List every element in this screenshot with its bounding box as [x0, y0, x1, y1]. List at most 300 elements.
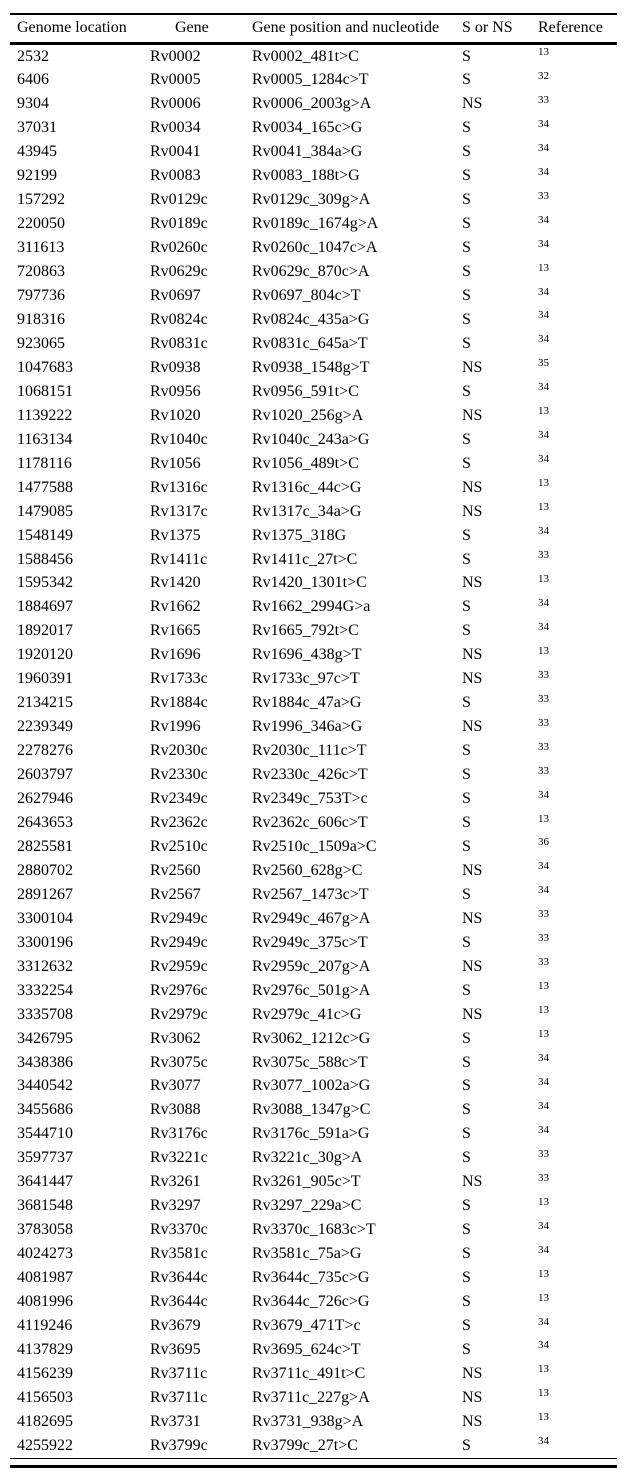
header-s-or-ns: S or NS — [462, 14, 537, 43]
table-row — [10, 236, 617, 260]
cell-s-or-ns: S — [462, 71, 471, 89]
table-row — [10, 643, 617, 667]
reference-superscript: 34 — [538, 525, 549, 538]
cell-s-or-ns: S — [462, 287, 471, 305]
cell-reference — [537, 332, 617, 356]
cell-gene-position-and-nucleotide: Rv0189c_1674g>A — [252, 215, 379, 233]
cell-genome-location: 1479085 — [17, 502, 73, 520]
cell-reference — [537, 43, 617, 68]
table-row — [10, 691, 617, 715]
cell-gene-position-and-nucleotide: Rv0697_804c>T — [252, 287, 361, 305]
cell-gene: Rv3088 — [150, 1101, 201, 1119]
cell-gene: Rv3062 — [150, 1029, 201, 1047]
cell-reference — [537, 1266, 617, 1290]
cell-s-or-ns: S — [462, 263, 471, 281]
cell-gene: Rv3077 — [150, 1077, 201, 1095]
cell-s-or-ns: NS — [462, 1173, 483, 1191]
cell-reference — [537, 1027, 617, 1051]
cell-gene-position-and-nucleotide: Rv2979c_41c>G — [252, 1005, 362, 1023]
cell-gene-position-and-nucleotide: Rv3731_938g>A — [252, 1412, 364, 1430]
cell-genome-location: 1139222 — [17, 406, 73, 424]
table-row — [10, 835, 617, 859]
cell-gene: Rv3370c — [150, 1221, 208, 1239]
cell-gene-position-and-nucleotide: Rv2030c_111c>T — [252, 742, 367, 760]
reference-superscript: 13 — [538, 644, 549, 657]
paper-table-page — [0, 13, 627, 1454]
table-row — [10, 260, 617, 284]
table-row — [10, 763, 617, 787]
table-row — [10, 883, 617, 907]
table-row — [10, 116, 617, 140]
table-row — [10, 1386, 617, 1410]
cell-gene-position-and-nucleotide: Rv3297_229a>C — [252, 1197, 362, 1215]
cell-s-or-ns: NS — [462, 95, 483, 113]
cell-s-or-ns: S — [462, 143, 471, 161]
reference-superscript: 35 — [538, 357, 549, 370]
cell-reference — [537, 1051, 617, 1075]
cell-reference — [537, 931, 617, 955]
cell-gene-position-and-nucleotide: Rv3711c_491t>C — [252, 1364, 366, 1382]
cell-reference — [537, 1314, 617, 1338]
cell-gene: Rv0129c — [150, 191, 208, 209]
cell-s-or-ns: NS — [462, 406, 483, 424]
cell-gene-position-and-nucleotide: Rv1056_489t>C — [252, 454, 359, 472]
cell-genome-location: 3440542 — [17, 1077, 73, 1095]
table-row — [10, 380, 617, 404]
cell-genome-location: 3597737 — [17, 1149, 73, 1167]
cell-genome-location: 1548149 — [17, 526, 73, 544]
cell-reference — [537, 116, 617, 140]
reference-superscript: 13 — [538, 1363, 549, 1376]
cell-gene: Rv1020 — [150, 406, 201, 424]
cell-genome-location: 4081996 — [17, 1293, 73, 1311]
table-row — [10, 404, 617, 428]
cell-gene-position-and-nucleotide: Rv1733c_97c>T — [252, 670, 360, 688]
cell-s-or-ns: S — [462, 550, 471, 568]
cell-gene: Rv1411c — [150, 550, 208, 568]
reference-superscript: 34 — [538, 884, 549, 897]
table-row — [10, 428, 617, 452]
cell-gene-position-and-nucleotide: Rv2560_628g>C — [252, 861, 363, 879]
cell-s-or-ns: S — [462, 310, 471, 328]
reference-superscript: 13 — [538, 405, 549, 418]
reference-superscript: 34 — [538, 285, 549, 298]
cell-reference — [537, 979, 617, 1003]
cell-genome-location: 1477588 — [17, 478, 73, 496]
cell-gene: Rv3711c — [150, 1364, 208, 1382]
cell-genome-location: 1068151 — [17, 382, 73, 400]
cell-gene: Rv0938 — [150, 358, 201, 376]
cell-gene: Rv0005 — [150, 71, 201, 89]
cell-reference — [537, 1386, 617, 1410]
cell-genome-location: 2825581 — [17, 837, 73, 855]
reference-superscript: 34 — [538, 429, 549, 442]
cell-gene-position-and-nucleotide: Rv0938_1548g>T — [252, 358, 370, 376]
reference-superscript: 13 — [538, 1028, 549, 1041]
table-row — [10, 667, 617, 691]
cell-s-or-ns: S — [462, 766, 471, 784]
reference-superscript: 34 — [538, 1315, 549, 1328]
table-row — [10, 1218, 617, 1242]
table-row — [10, 68, 617, 92]
cell-genome-location: 4024273 — [17, 1245, 73, 1263]
cell-s-or-ns: S — [462, 1340, 471, 1358]
header-reference: Reference — [537, 14, 617, 43]
cell-genome-location: 157292 — [17, 191, 65, 209]
table-row — [10, 500, 617, 524]
cell-gene-position-and-nucleotide: Rv3075c_588c>T — [252, 1053, 368, 1071]
cell-gene: Rv2976c — [150, 981, 208, 999]
cell-s-or-ns: S — [462, 1029, 471, 1047]
cell-genome-location: 3455686 — [17, 1101, 73, 1119]
table-bottom-rule — [10, 1465, 617, 1468]
cell-s-or-ns: NS — [462, 1388, 483, 1406]
cell-reference — [537, 164, 617, 188]
cell-gene: Rv1420 — [150, 574, 201, 592]
cell-gene: Rv1884c — [150, 694, 208, 712]
reference-superscript: 13 — [538, 1411, 549, 1424]
cell-gene-position-and-nucleotide: Rv1411c_27t>C — [252, 550, 358, 568]
cell-genome-location: 4255922 — [10, 1434, 150, 1458]
reference-superscript: 32 — [538, 69, 549, 82]
cell-gene: Rv2330c — [150, 766, 208, 784]
cell-genome-location: 1595342 — [17, 574, 73, 592]
cell-gene-position-and-nucleotide: Rv1662_2994G>a — [252, 598, 371, 616]
cell-reference — [537, 1242, 617, 1266]
cell-gene: Rv1317c — [150, 502, 208, 520]
cell-gene: Rv1996 — [150, 718, 201, 736]
cell-gene: Rv2949c — [150, 933, 208, 951]
cell-gene: Rv3711c — [150, 1388, 208, 1406]
reference-superscript: 13 — [538, 501, 549, 514]
cell-gene: Rv2349c — [150, 790, 208, 808]
cell-genome-location: 9304 — [17, 95, 49, 113]
reference-superscript: 34 — [538, 1099, 549, 1112]
cell-genome-location: 4137829 — [17, 1340, 73, 1358]
cell-reference — [537, 1338, 617, 1362]
table-row — [10, 1266, 617, 1290]
cell-gene-position-and-nucleotide: Rv0083_188t>G — [252, 167, 360, 185]
cell-genome-location: 3438386 — [17, 1053, 73, 1071]
cell-reference — [537, 356, 617, 380]
cell-reference — [537, 68, 617, 92]
cell-reference — [537, 1098, 617, 1122]
cell-gene: Rv3679 — [150, 1317, 201, 1335]
cell-gene-position-and-nucleotide: Rv1420_1301t>C — [252, 574, 367, 592]
cell-gene-position-and-nucleotide: Rv1020_256g>A — [252, 406, 364, 424]
cell-genome-location: 1047683 — [17, 358, 73, 376]
cell-gene-position-and-nucleotide: Rv0831c_645a>T — [252, 334, 368, 352]
cell-gene-position-and-nucleotide: Rv2510c_1509a>C — [252, 837, 377, 855]
reference-superscript: 13 — [538, 572, 549, 585]
cell-s-or-ns: S — [462, 933, 471, 951]
cell-genome-location: 4081987 — [17, 1269, 73, 1287]
table-header — [10, 14, 617, 43]
reference-superscript: 34 — [538, 333, 549, 346]
cell-gene-position-and-nucleotide: Rv1316c_44c>G — [252, 478, 362, 496]
reference-superscript: 33 — [538, 189, 549, 202]
cell-reference — [537, 548, 617, 572]
cell-genome-location: 1884697 — [17, 598, 73, 616]
cell-genome-location: 37031 — [17, 119, 57, 137]
cell-genome-location: 1920120 — [17, 646, 73, 664]
cell-gene: Rv0041 — [150, 143, 201, 161]
cell-genome-location: 3544710 — [17, 1125, 73, 1143]
table-row — [10, 452, 617, 476]
table-row — [10, 1290, 617, 1314]
cell-genome-location: 3681548 — [17, 1197, 73, 1215]
reference-superscript: 33 — [538, 93, 549, 106]
cell-gene-position-and-nucleotide: Rv3088_1347g>C — [252, 1101, 371, 1119]
cell-gene-position-and-nucleotide: Rv2330c_426c>T — [252, 766, 368, 784]
cell-gene: Rv0831c — [150, 334, 208, 352]
cell-reference — [537, 907, 617, 931]
reference-superscript: 13 — [538, 1004, 549, 1017]
table-row — [10, 1242, 617, 1266]
cell-s-or-ns: NS — [462, 909, 483, 927]
reference-superscript: 34 — [538, 788, 549, 801]
cell-genome-location: 2278276 — [17, 742, 73, 760]
table-row — [10, 1146, 617, 1170]
cell-gene-position-and-nucleotide: Rv2976c_501g>A — [252, 981, 371, 999]
cell-gene-position-and-nucleotide: Rv3581c_75a>G — [252, 1245, 362, 1263]
reference-superscript: 34 — [538, 165, 549, 178]
cell-gene: Rv1056 — [150, 454, 201, 472]
reference-superscript: 36 — [538, 836, 549, 849]
reference-superscript: 34 — [538, 1075, 549, 1088]
cell-reference — [537, 715, 617, 739]
reference-superscript: 13 — [538, 980, 549, 993]
cell-gene: Rv1316c — [150, 478, 208, 496]
table-row — [10, 1003, 617, 1027]
cell-reference — [537, 763, 617, 787]
cell-reference — [537, 835, 617, 859]
cell-gene-position-and-nucleotide: Rv3176c_591a>G — [252, 1125, 370, 1143]
cell-s-or-ns: S — [462, 622, 471, 640]
cell-genome-location: 1588456 — [17, 550, 73, 568]
cell-reference — [537, 739, 617, 763]
table-row — [10, 212, 617, 236]
table-row — [10, 524, 617, 548]
cell-reference — [537, 428, 617, 452]
reference-superscript: 34 — [538, 860, 549, 873]
cell-reference — [537, 691, 617, 715]
cell-s-or-ns: S — [462, 1221, 471, 1239]
cell-gene: Rv2949c — [150, 909, 208, 927]
table-body — [10, 43, 617, 1458]
table-row — [10, 1170, 617, 1194]
cell-reference — [537, 452, 617, 476]
header-genome-location: Genome location — [10, 14, 150, 43]
cell-reference — [537, 1003, 617, 1027]
table-row — [10, 979, 617, 1003]
cell-reference — [537, 140, 617, 164]
cell-s-or-ns: S — [462, 885, 471, 903]
cell-s-or-ns: S — [462, 454, 471, 472]
cell-gene-position-and-nucleotide: Rv3062_1212c>G — [252, 1029, 371, 1047]
cell-reference — [537, 476, 617, 500]
reference-superscript: 33 — [538, 668, 549, 681]
cell-gene: Rv3176c — [150, 1125, 208, 1143]
cell-s-or-ns: S — [462, 598, 471, 616]
table-row — [10, 308, 617, 332]
table-row — [10, 1194, 617, 1218]
cell-gene: Rv3075c — [150, 1053, 208, 1071]
cell-gene-position-and-nucleotide: Rv1665_792t>C — [252, 622, 359, 640]
cell-s-or-ns: NS — [462, 718, 483, 736]
table-row — [10, 188, 617, 212]
reference-superscript: 34 — [538, 453, 549, 466]
reference-superscript: 13 — [538, 46, 549, 58]
cell-reference — [537, 787, 617, 811]
reference-superscript: 33 — [538, 1147, 549, 1160]
cell-s-or-ns: S — [462, 334, 471, 352]
header-gene: Gene — [150, 14, 252, 43]
cell-gene: Rv3581c — [150, 1245, 208, 1263]
cell-reference — [537, 212, 617, 236]
cell-genome-location: 3783058 — [17, 1221, 73, 1239]
cell-s-or-ns: S — [462, 119, 471, 137]
table-row — [10, 1362, 617, 1386]
reference-superscript: 13 — [538, 1387, 549, 1400]
cell-gene: Rv1040c — [150, 430, 208, 448]
cell-s-or-ns: NS — [462, 670, 483, 688]
cell-s-or-ns: S — [462, 1317, 471, 1335]
cell-gene-position-and-nucleotide: Rv2949c_375c>T — [252, 933, 368, 951]
cell-s-or-ns: NS — [462, 1364, 483, 1382]
reference-superscript: 34 — [538, 1219, 549, 1232]
cell-genome-location: 1178116 — [17, 454, 72, 472]
cell-genome-location: 3335708 — [17, 1005, 73, 1023]
cell-gene-position-and-nucleotide: Rv2349c_753T>c — [252, 790, 368, 808]
cell-genome-location: 2643653 — [17, 814, 73, 831]
cell-gene-position-and-nucleotide: Rv0260c_1047c>A — [252, 239, 378, 257]
cell-reference — [537, 524, 617, 548]
table-row — [10, 1314, 617, 1338]
table-row — [10, 739, 617, 763]
table-row — [10, 284, 617, 308]
cell-reference — [537, 619, 617, 643]
cell-gene-position-and-nucleotide: Rv1040c_243a>G — [252, 430, 370, 448]
cell-gene: Rv2510c — [150, 837, 208, 855]
cell-gene: Rv0006 — [150, 95, 201, 113]
cell-s-or-ns: S — [462, 1077, 471, 1095]
cell-genome-location: 6406 — [17, 71, 49, 89]
cell-gene-position-and-nucleotide: Rv1375_318G — [252, 526, 347, 544]
reference-superscript: 13 — [538, 477, 549, 490]
cell-gene-position-and-nucleotide: Rv3644c_726c>G — [252, 1293, 370, 1311]
cell-gene: Rv0034 — [150, 119, 201, 137]
cell-genome-location: 3641447 — [17, 1173, 73, 1191]
reference-superscript: 13 — [538, 812, 549, 825]
cell-gene: Rv3799c — [150, 1434, 252, 1458]
reference-superscript: 13 — [538, 261, 549, 274]
cell-gene: Rv2959c — [150, 957, 208, 975]
cell-genome-location: 2532 — [17, 47, 49, 65]
cell-reference — [537, 308, 617, 332]
cell-reference — [537, 236, 617, 260]
table-row — [10, 356, 617, 380]
cell-genome-location: 43945 — [17, 143, 57, 161]
cell-gene-position-and-nucleotide: Rv0005_1284c>T — [252, 71, 369, 89]
table-row — [10, 140, 617, 164]
cell-gene: Rv3261 — [150, 1173, 201, 1191]
cell-reference — [537, 380, 617, 404]
cell-gene: Rv2560 — [150, 861, 201, 879]
table-row — [10, 811, 617, 835]
reference-superscript: 33 — [538, 740, 549, 753]
header-gene-position-and-nucleotide: Gene position and nucleotide — [252, 14, 462, 43]
cell-gene: Rv2567 — [150, 885, 201, 903]
cell-gene: Rv0697 — [150, 287, 201, 305]
cell-genome-location: 311613 — [17, 239, 65, 257]
cell-reference — [537, 1074, 617, 1098]
cell-s-or-ns: S — [462, 1434, 537, 1458]
cell-gene: Rv0629c — [150, 263, 208, 281]
cell-reference — [537, 92, 617, 116]
cell-genome-location: 2880702 — [17, 861, 73, 879]
cell-gene: Rv0956 — [150, 382, 201, 400]
cell-s-or-ns: S — [462, 239, 471, 257]
cell-gene: Rv1733c — [150, 670, 208, 688]
cell-reference — [537, 643, 617, 667]
cell-s-or-ns: S — [462, 1293, 471, 1311]
table-row — [10, 859, 617, 883]
reference-superscript: 34 — [538, 213, 549, 226]
reference-superscript: 34 — [538, 1243, 549, 1256]
reference-superscript: 34 — [538, 117, 549, 130]
cell-s-or-ns: NS — [462, 1005, 483, 1023]
reference-superscript: 34 — [538, 596, 549, 609]
reference-superscript: 33 — [538, 1171, 549, 1184]
cell-genome-location: 2627946 — [17, 790, 73, 808]
cell-gene-position-and-nucleotide: Rv1696_438g>T — [252, 646, 362, 664]
cell-genome-location: 918316 — [17, 310, 65, 328]
reference-superscript: 34 — [538, 381, 549, 394]
reference-superscript: 34 — [538, 1052, 549, 1065]
cell-s-or-ns: S — [462, 1101, 471, 1119]
cell-gene: Rv1375 — [150, 526, 201, 544]
cell-gene: Rv2979c — [150, 1005, 208, 1023]
cell-reference — [537, 1362, 617, 1386]
reference-superscript: 13 — [538, 1291, 549, 1304]
cell-s-or-ns: S — [462, 694, 471, 712]
reference-superscript: 13 — [538, 1195, 549, 1208]
reference-superscript: 34 — [538, 237, 549, 250]
cell-reference — [537, 1146, 617, 1170]
cell-gene-position-and-nucleotide: Rv0129c_309g>A — [252, 191, 371, 209]
cell-reference — [537, 1194, 617, 1218]
cell-genome-location: 1892017 — [17, 622, 73, 640]
reference-superscript: 34 — [538, 620, 549, 633]
cell-gene-position-and-nucleotide: Rv3077_1002a>G — [252, 1077, 371, 1095]
cell-genome-location: 3426795 — [17, 1029, 73, 1047]
cell-s-or-ns: S — [462, 526, 471, 544]
table-row — [10, 715, 617, 739]
cell-gene: Rv2030c — [150, 742, 208, 760]
cell-genome-location: 2603797 — [17, 766, 73, 784]
cell-gene-position-and-nucleotide: Rv0041_384a>G — [252, 143, 363, 161]
table-row — [10, 43, 617, 68]
cell-s-or-ns: S — [462, 167, 471, 185]
cell-reference — [537, 284, 617, 308]
reference-superscript: 34 — [538, 141, 549, 154]
cell-s-or-ns: NS — [462, 957, 483, 975]
cell-s-or-ns: S — [462, 382, 471, 400]
cell-s-or-ns: NS — [462, 1412, 483, 1430]
cell-gene: Rv3695 — [150, 1340, 201, 1358]
cell-s-or-ns: S — [462, 1053, 471, 1071]
